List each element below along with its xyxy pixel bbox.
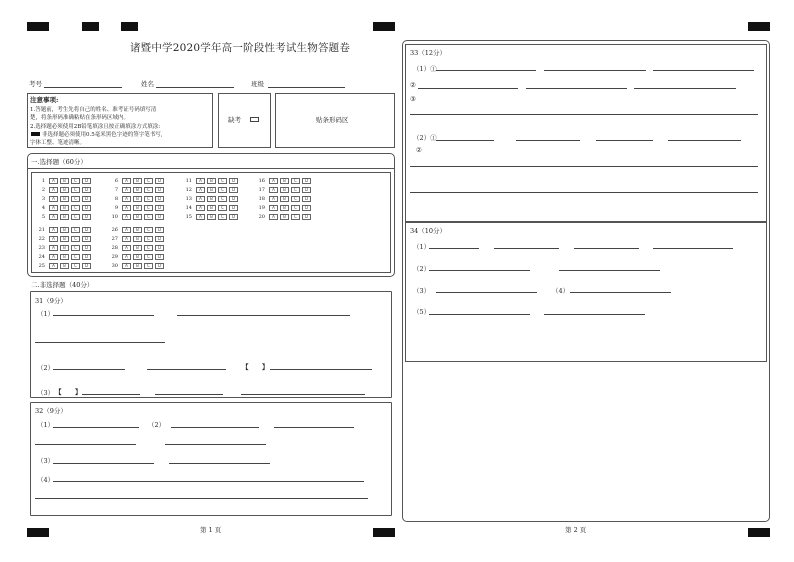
mc-option-bubble[interactable]: C (291, 187, 300, 193)
registration-mark (748, 22, 770, 31)
mc-option-bubble[interactable]: C (144, 236, 153, 242)
q34-part4-label: （4） (552, 287, 570, 295)
answer-line[interactable] (668, 140, 741, 141)
answer-line[interactable] (171, 427, 259, 428)
q32-part4-label: （4） (37, 476, 55, 484)
mc-option-bubble[interactable]: D (229, 214, 238, 220)
mc-question-number: 3 (41, 196, 45, 202)
mc-question-row (183, 204, 240, 212)
mc-option-bubble[interactable]: A (196, 196, 205, 202)
q31-part2-label: （2） (37, 364, 55, 372)
mc-option-bubble[interactable]: C (144, 178, 153, 184)
mc-option-bubble[interactable]: C (71, 214, 80, 220)
mc-option-bubble[interactable]: B (133, 236, 142, 242)
mc-option-bubble[interactable]: A (122, 245, 131, 251)
fill-sample-mark (31, 132, 40, 136)
mc-question-number: 13 (185, 196, 192, 202)
mc-question-number: 18 (258, 196, 265, 202)
q33-circle-3: ③ (410, 95, 416, 103)
mc-question-row (36, 226, 93, 234)
mc-option-bubble[interactable]: D (155, 245, 164, 251)
mc-question-number: 8 (114, 196, 118, 202)
mc-option-bubble[interactable]: B (133, 227, 142, 233)
mc-question-row (256, 213, 313, 221)
mc-option-bubble[interactable]: D (82, 245, 91, 251)
mc-option-bubble[interactable]: C (218, 178, 227, 184)
mc-option-bubble[interactable]: C (291, 214, 300, 220)
mc-option-bubble[interactable]: D (155, 187, 164, 193)
q33-part2-label: （2）① (413, 134, 437, 142)
q34-part3-label: （3） (413, 287, 431, 295)
mc-question-number: 25 (38, 263, 45, 269)
mc-option-bubble[interactable]: D (155, 263, 164, 269)
mc-option-bubble[interactable]: B (60, 263, 69, 269)
mc-option-bubble[interactable]: D (229, 187, 238, 193)
registration-mark (121, 22, 138, 31)
mc-option-bubble[interactable]: A (49, 178, 58, 184)
mc-option-bubble[interactable]: B (133, 196, 142, 202)
mc-question-row (109, 262, 166, 270)
q33-circle-2b: ② (416, 146, 422, 154)
mc-option-bubble[interactable]: B (207, 178, 216, 184)
mc-option-bubble[interactable]: B (280, 196, 289, 202)
mc-option-bubble[interactable]: C (71, 196, 80, 202)
mc-option-bubble[interactable]: B (133, 214, 142, 220)
mc-option-bubble[interactable]: D (82, 205, 91, 211)
mc-option-bubble[interactable]: B (280, 187, 289, 193)
mc-question-row (36, 213, 93, 221)
mc-option-bubble[interactable]: B (60, 187, 69, 193)
mc-question-number: 14 (185, 205, 192, 211)
mc-question-number: 20 (258, 214, 265, 220)
mc-option-bubble[interactable]: D (155, 254, 164, 260)
mc-option-bubble[interactable]: C (71, 254, 80, 260)
mc-option-bubble[interactable]: D (302, 214, 311, 220)
mc-question-row (183, 213, 240, 221)
mc-option-bubble[interactable]: C (71, 236, 80, 242)
answer-line[interactable] (53, 369, 125, 370)
mc-option-bubble[interactable]: C (71, 178, 80, 184)
mc-option-bubble[interactable]: D (155, 236, 164, 242)
mc-option-bubble[interactable]: B (60, 178, 69, 184)
answer-line[interactable] (544, 70, 646, 71)
answer-line[interactable] (634, 88, 736, 89)
mc-option-bubble[interactable]: B (60, 196, 69, 202)
mc-option-bubble[interactable]: C (144, 245, 153, 251)
mc-question-row (109, 186, 166, 194)
mc-question-number: 26 (111, 227, 118, 233)
mc-option-bubble[interactable]: C (71, 245, 80, 251)
mc-option-bubble[interactable]: A (122, 196, 131, 202)
class-field[interactable] (268, 87, 345, 88)
mc-question-number: 30 (111, 263, 118, 269)
mc-question-row (36, 195, 93, 203)
mc-option-bubble[interactable]: D (82, 214, 91, 220)
mc-question-row (109, 195, 166, 203)
mc-question-row (36, 262, 93, 270)
mc-option-bubble[interactable]: D (302, 187, 311, 193)
mc-option-bubble[interactable]: B (133, 178, 142, 184)
mc-question-row (36, 204, 93, 212)
mc-question-number: 21 (38, 227, 45, 233)
answer-line[interactable] (436, 70, 536, 71)
mc-option-bubble[interactable]: C (144, 187, 153, 193)
mc-option-bubble[interactable]: A (196, 205, 205, 211)
notice-line: 1.答题前，考生先将自己的姓名、准考证号码填写清 (30, 107, 157, 113)
answer-line[interactable] (53, 315, 154, 316)
mc-option-bubble[interactable]: B (60, 254, 69, 260)
absent-label: 缺考 (228, 116, 241, 124)
notice-line: 非选择题必须使用0.5毫米黑色字迹的签字笔书写, (42, 132, 163, 138)
mc-question-number: 24 (38, 254, 45, 260)
answer-line[interactable] (653, 248, 733, 249)
mc-question-row (183, 177, 240, 185)
answer-line[interactable] (559, 270, 660, 271)
mc-question-row (109, 204, 166, 212)
absent-checkbox[interactable] (250, 117, 259, 122)
answer-line[interactable] (241, 394, 365, 395)
mc-option-bubble[interactable]: D (155, 227, 164, 233)
mc-option-bubble[interactable]: D (82, 187, 91, 193)
answer-line[interactable] (410, 192, 758, 193)
q34-part2-label: （2） (413, 265, 431, 273)
q32-part2-label: （2） (148, 421, 166, 429)
mc-option-bubble[interactable]: A (122, 187, 131, 193)
mc-option-bubble[interactable]: A (49, 254, 58, 260)
mc-option-bubble[interactable]: A (269, 214, 278, 220)
mc-question-number: 27 (111, 236, 118, 242)
mc-question-number: 28 (111, 245, 118, 251)
mc-question-number: 22 (38, 236, 45, 242)
answer-line[interactable] (436, 292, 537, 293)
registration-mark (373, 22, 395, 31)
mc-question-row (183, 186, 240, 194)
mc-question-row (109, 253, 166, 261)
mc-option-bubble[interactable]: A (122, 263, 131, 269)
answer-line[interactable] (436, 140, 494, 141)
mc-question-row (109, 226, 166, 234)
mc-question-row (256, 204, 313, 212)
mc-option-bubble[interactable]: A (122, 205, 131, 211)
answer-line[interactable] (429, 270, 530, 271)
mc-option-bubble[interactable]: D (82, 196, 91, 202)
name-label: 姓名 (141, 80, 154, 88)
mc-question-row (36, 186, 93, 194)
mc-option-bubble[interactable]: B (60, 227, 69, 233)
bracket-right: 】 (262, 363, 269, 371)
mc-option-bubble[interactable]: A (122, 178, 131, 184)
mc-option-bubble[interactable]: A (49, 205, 58, 211)
registration-mark (27, 22, 49, 31)
answer-line[interactable] (35, 342, 165, 343)
q34-part5-label: （5） (413, 308, 431, 316)
q32-title: 32（9分） (35, 407, 67, 415)
mc-option-bubble[interactable]: C (218, 205, 227, 211)
page-number: 第 2 页 (565, 526, 587, 534)
mc-option-bubble[interactable]: C (144, 263, 153, 269)
mc-question-row (109, 213, 166, 221)
mc-option-bubble[interactable]: D (155, 178, 164, 184)
mc-option-bubble[interactable]: C (291, 178, 300, 184)
answer-line[interactable] (410, 166, 758, 167)
answer-line[interactable] (418, 88, 518, 89)
mc-option-bubble[interactable]: B (280, 205, 289, 211)
mc-question-row (256, 195, 313, 203)
answer-line[interactable] (596, 140, 653, 141)
answer-line[interactable] (169, 463, 270, 464)
mc-option-bubble[interactable]: D (229, 196, 238, 202)
mc-question-number: 7 (114, 187, 118, 193)
mc-question-number: 12 (185, 187, 192, 193)
answer-line[interactable] (147, 369, 226, 370)
mc-option-bubble[interactable]: C (144, 214, 153, 220)
mc-question-row (256, 177, 313, 185)
mc-option-bubble[interactable]: C (218, 187, 227, 193)
mc-option-bubble[interactable]: D (302, 196, 311, 202)
mc-option-bubble[interactable]: C (144, 205, 153, 211)
barcode-label: 贴条形码区 (316, 116, 349, 124)
notice-line: 字体工整、笔迹清晰。 (30, 140, 86, 146)
mc-option-bubble[interactable]: B (207, 214, 216, 220)
mc-question-number: 1 (41, 178, 45, 184)
mc-option-bubble[interactable]: A (122, 214, 131, 220)
mc-option-bubble[interactable]: D (82, 254, 91, 260)
mc-question-row (36, 244, 93, 252)
mc-option-bubble[interactable]: B (60, 205, 69, 211)
mc-option-bubble[interactable]: D (155, 214, 164, 220)
mc-option-bubble[interactable]: B (60, 245, 69, 251)
mc-question-number: 4 (41, 205, 45, 211)
q32-part1-label: （1） (37, 421, 55, 429)
answer-line[interactable] (35, 498, 368, 499)
answer-line[interactable] (274, 427, 354, 428)
answer-line[interactable] (165, 444, 266, 445)
section1-title: 一.选择题（60分） (31, 158, 87, 166)
registration-mark (27, 528, 49, 537)
mc-option-bubble[interactable]: B (133, 187, 142, 193)
registration-mark (373, 528, 395, 537)
mc-option-bubble[interactable]: A (122, 254, 131, 260)
mc-option-bubble[interactable]: C (144, 227, 153, 233)
name-field[interactable] (156, 87, 234, 88)
q31-title: 31（9分） (35, 297, 67, 305)
mc-question-row (109, 235, 166, 243)
mc-option-bubble[interactable]: D (229, 178, 238, 184)
class-label: 班级 (251, 80, 264, 88)
mc-question-number: 23 (38, 245, 45, 251)
mc-option-bubble[interactable]: C (144, 254, 153, 260)
mc-question-row (36, 235, 93, 243)
mc-option-bubble[interactable]: C (218, 196, 227, 202)
mc-option-bubble[interactable]: A (49, 227, 58, 233)
mc-question-number: 19 (258, 205, 265, 211)
answer-line[interactable] (516, 140, 580, 141)
q31-part1-label: （1） (37, 310, 55, 318)
mc-option-bubble[interactable]: A (49, 245, 58, 251)
mc-option-bubble[interactable]: A (122, 227, 131, 233)
page-number: 第 1 页 (200, 526, 222, 534)
registration-mark (748, 528, 770, 537)
notice-heading: 注意事项: (30, 96, 59, 104)
mc-question-row (256, 186, 313, 194)
mc-option-bubble[interactable]: D (155, 196, 164, 202)
answer-line[interactable] (429, 248, 479, 249)
q33-title: 33（12分） (410, 49, 447, 57)
exam-no-field[interactable] (44, 87, 122, 88)
mc-option-bubble[interactable]: A (49, 196, 58, 202)
mc-option-bubble[interactable]: D (155, 205, 164, 211)
answer-line[interactable] (410, 114, 758, 115)
mc-option-bubble[interactable]: A (269, 205, 278, 211)
answer-line[interactable] (429, 314, 530, 315)
section2-title: 二.非选择题（40分） (31, 281, 94, 289)
mc-option-bubble[interactable]: C (291, 196, 300, 202)
answer-line[interactable] (494, 248, 559, 249)
answer-line[interactable] (53, 463, 154, 464)
mc-option-bubble[interactable]: A (196, 178, 205, 184)
answer-line[interactable] (526, 88, 627, 89)
mc-question-number: 17 (258, 187, 265, 193)
mc-option-bubble[interactable]: A (196, 214, 205, 220)
answer-line[interactable] (574, 248, 639, 249)
mc-option-bubble[interactable]: B (133, 245, 142, 251)
mc-option-bubble[interactable]: D (82, 178, 91, 184)
page-title: 诸暨中学2020学年高一阶段性考试生物答题卷 (129, 42, 351, 54)
mc-option-bubble[interactable]: A (49, 187, 58, 193)
exam-no-label: 考号 (29, 80, 42, 88)
mc-option-bubble[interactable]: B (207, 187, 216, 193)
notice-line: 楚，将条形码准确粘贴在条形码区域内。 (30, 115, 130, 121)
mc-option-bubble[interactable]: D (82, 263, 91, 269)
answer-line[interactable] (35, 444, 136, 445)
mc-option-bubble[interactable]: B (280, 214, 289, 220)
mc-question-row (36, 253, 93, 261)
mc-option-bubble[interactable]: A (122, 236, 131, 242)
bracket-right: 】 (75, 388, 82, 396)
mc-option-bubble[interactable]: C (71, 263, 80, 269)
answer-line[interactable] (53, 427, 139, 428)
mc-option-bubble[interactable]: D (82, 227, 91, 233)
mc-option-bubble[interactable]: A (269, 196, 278, 202)
mc-question-number: 29 (111, 254, 118, 260)
mc-question-number: 10 (111, 214, 118, 220)
q32-part3-label: （3） (37, 457, 55, 465)
mc-option-bubble[interactable]: B (133, 263, 142, 269)
mc-option-bubble[interactable]: D (302, 178, 311, 184)
mc-question-number: 16 (258, 178, 265, 184)
mc-option-bubble[interactable]: B (60, 214, 69, 220)
bracket-left: 【 (55, 388, 62, 396)
mc-question-row (109, 177, 166, 185)
answer-line[interactable] (570, 292, 671, 293)
answer-line[interactable] (270, 369, 372, 370)
answer-line[interactable] (82, 394, 140, 395)
q34-title: 34（10分） (410, 227, 447, 235)
bracket-left: 【 (242, 363, 249, 371)
q33-part1-label: （1）① (413, 65, 437, 73)
mc-option-bubble[interactable]: C (218, 214, 227, 220)
mc-option-bubble[interactable]: D (302, 205, 311, 211)
mc-option-bubble[interactable]: D (229, 205, 238, 211)
mc-question-number: 15 (185, 214, 192, 220)
mc-option-bubble[interactable]: C (71, 187, 80, 193)
mc-option-bubble[interactable]: A (49, 263, 58, 269)
mc-option-bubble[interactable]: A (196, 187, 205, 193)
mc-option-bubble[interactable]: C (71, 205, 80, 211)
mc-option-bubble[interactable]: A (269, 178, 278, 184)
mc-question-number: 9 (114, 205, 118, 211)
mc-option-bubble[interactable]: C (291, 205, 300, 211)
absent-box (218, 93, 271, 148)
mc-option-bubble[interactable]: A (269, 187, 278, 193)
mc-question-number: 2 (41, 187, 45, 193)
mc-option-bubble[interactable]: A (49, 236, 58, 242)
divider (27, 168, 395, 169)
mc-option-bubble[interactable]: D (82, 236, 91, 242)
registration-mark (82, 22, 99, 31)
mc-option-bubble[interactable]: B (207, 205, 216, 211)
mc-option-bubble[interactable]: B (133, 254, 142, 260)
answer-line[interactable] (544, 314, 645, 315)
mc-option-bubble[interactable]: B (133, 205, 142, 211)
mc-option-bubble[interactable]: B (60, 236, 69, 242)
mc-option-bubble[interactable]: A (49, 214, 58, 220)
mc-option-bubble[interactable]: B (207, 196, 216, 202)
mc-question-row (109, 244, 166, 252)
q31-part3-label: （3） (37, 389, 55, 397)
answer-line[interactable] (155, 394, 223, 395)
q31-frame (30, 291, 392, 398)
answer-line[interactable] (653, 70, 754, 71)
mc-question-number: 11 (185, 178, 192, 184)
mc-question-number: 5 (41, 214, 45, 220)
mc-question-row (36, 177, 93, 185)
mc-option-bubble[interactable]: C (71, 227, 80, 233)
mc-question-row (183, 195, 240, 203)
answer-line[interactable] (53, 481, 364, 482)
mc-question-number: 6 (114, 178, 118, 184)
mc-option-bubble[interactable]: C (144, 196, 153, 202)
notice-line: 2.选择题必须使用2B铅笔填涂且按正确填涂方式填涂: (30, 124, 161, 130)
answer-line[interactable] (177, 315, 350, 316)
q34-part1-label: （1） (413, 243, 431, 251)
q33-circle-2: ② (410, 81, 416, 89)
mc-option-bubble[interactable]: B (280, 178, 289, 184)
